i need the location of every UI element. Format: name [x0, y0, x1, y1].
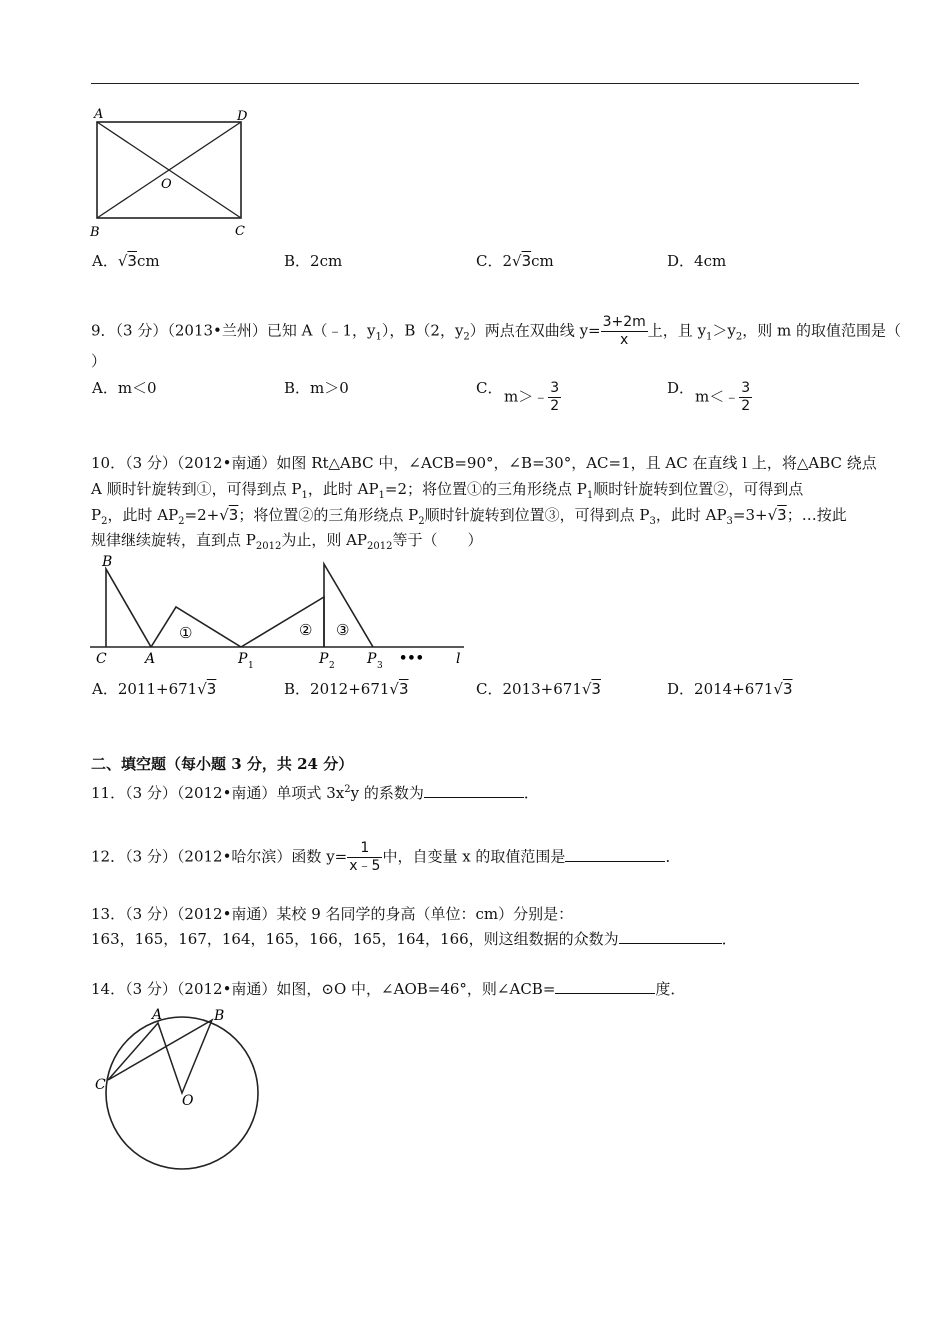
- circle-diagram: [90, 1005, 275, 1175]
- q14-answer-blank[interactable]: [555, 979, 655, 994]
- q9-stem: 9．（3 分）（2013•兰州）已知 A（﹣1，$y_1$），B（2，$y_2$）两点在双曲线 y= $\frac{3+2m}{x}$ 上，且 $y_1>y_2$，则 m 的取值范围是（: [91, 314, 902, 348]
- q9-option-d-value: m＜﹣ $\frac{3}{2}$: [695, 380, 751, 414]
- label-o: O: [161, 177, 172, 192]
- fig-sub-1: 1: [248, 661, 254, 671]
- header-rule: [91, 83, 859, 84]
- chords-and-radii: [108, 1020, 212, 1093]
- q8-option-a: A．√3cm: [92, 252, 160, 270]
- q9-stem-end: ）: [91, 352, 107, 370]
- label-a: A: [94, 107, 104, 122]
- q12: 12．（3 分）（2012•哈尔滨）函数 y= $\frac{1}{x﹣5}$ 中，自变量 x 的取值范围是 ．: [91, 840, 681, 874]
- rectangle-diagram: [85, 100, 255, 245]
- q12-fraction: $\frac{1}{x﹣5}$: [349, 840, 381, 874]
- fig-sub-3: 3: [377, 661, 383, 671]
- q13-line-2: 163，165，167，164，165，166，165，164，166，则这组数据的众数为 ．: [91, 930, 737, 948]
- q10-option-b: B．2012+671√3: [284, 680, 409, 698]
- circle-label-2: ②: [299, 621, 313, 639]
- circle-label-c: C: [95, 1077, 106, 1093]
- section-heading: 二、填空题（每小题 3 分，共 24 分）: [91, 755, 354, 773]
- label-c: C: [235, 224, 245, 239]
- fig-label-l: l: [456, 651, 461, 667]
- fig-label-b: B: [102, 554, 113, 570]
- fig-label-p2: P: [319, 651, 329, 667]
- q10-line-3: $P_2$，此时 $AP_2=2+√3$；将位置②的三角形绕点 $P_2$顺时针旋转到位置③，可得到点 $P_3$，此时 $AP_3=3+√3$；…按此: [91, 506, 847, 527]
- q10-line-2: A 顺时针旋转到①，可得到点 $P_1$，此时 $AP_1=2$；将位置①的三角形绕点 $P_1$顺时针旋转到位置②，可得到点: [91, 480, 804, 501]
- fig-sub-2: 2: [329, 661, 335, 671]
- triangle-position-1: [151, 607, 241, 647]
- q10-option-c: C．2013+671√3: [476, 680, 601, 698]
- q13-line-1: 13．（3 分）（2012•南通）某校 9 名同学的身高（单位：cm）分别是：: [91, 905, 574, 923]
- label-b: B: [90, 225, 100, 240]
- q9-option-a: A．m＜0: [92, 379, 157, 397]
- q8-option-c: C．2√3cm: [476, 252, 554, 270]
- q13-answer-blank[interactable]: [619, 929, 722, 944]
- q10-option-d: D．2014+671√3: [667, 680, 793, 698]
- q10-line-4: 规律继续旋转，直到点 $P_{2012}$为止，则 $AP_{2012}$等于（ ）: [91, 531, 483, 552]
- circle-label-a: A: [152, 1007, 163, 1023]
- q9-fraction: $\frac{3+2m}{x}$: [602, 314, 646, 348]
- q11-answer-blank[interactable]: [424, 783, 524, 798]
- fig-label-c: C: [96, 651, 107, 667]
- q8-option-b: B．2cm: [284, 252, 343, 270]
- fig-label-p1: P: [238, 651, 248, 667]
- circle-label-3: ③: [336, 621, 350, 639]
- q8-option-d: D．4cm: [667, 252, 727, 270]
- circle-label-o: O: [182, 1093, 194, 1109]
- triangle-original: [106, 569, 151, 647]
- q9-option-b: B．m＞0: [284, 379, 349, 397]
- circle-label-1: ①: [179, 624, 193, 642]
- q9-option-d: D．: [667, 379, 695, 397]
- q10-line-1: 10．（3 分）（2012•南通）如图 Rt△ABC 中，∠ACB=90°，∠B=30°，AC=1，且 AC 在直线 l 上，将△ABC 绕点: [91, 454, 877, 472]
- fig-label-p3: P: [367, 651, 377, 667]
- q14: 14．（3 分）（2012•南通）如图，⊙O 中，∠AOB=46°，则∠ACB= 度．: [91, 980, 686, 998]
- label-d: D: [237, 109, 248, 124]
- q9-option-c: C．: [476, 379, 503, 397]
- rotation-diagram: [88, 552, 473, 674]
- ellipsis: •••: [399, 651, 424, 666]
- q10-option-a: A．2011+671√3: [92, 680, 217, 698]
- q12-answer-blank[interactable]: [565, 847, 665, 862]
- q11: 11．（3 分）（2012•南通）单项式 $3x^2y$ 的系数为 ．: [91, 784, 539, 802]
- fig-label-a: A: [145, 651, 156, 667]
- q9-option-c-value: m＞﹣ $\frac{3}{2}$: [504, 380, 560, 414]
- circle-label-b: B: [214, 1008, 225, 1024]
